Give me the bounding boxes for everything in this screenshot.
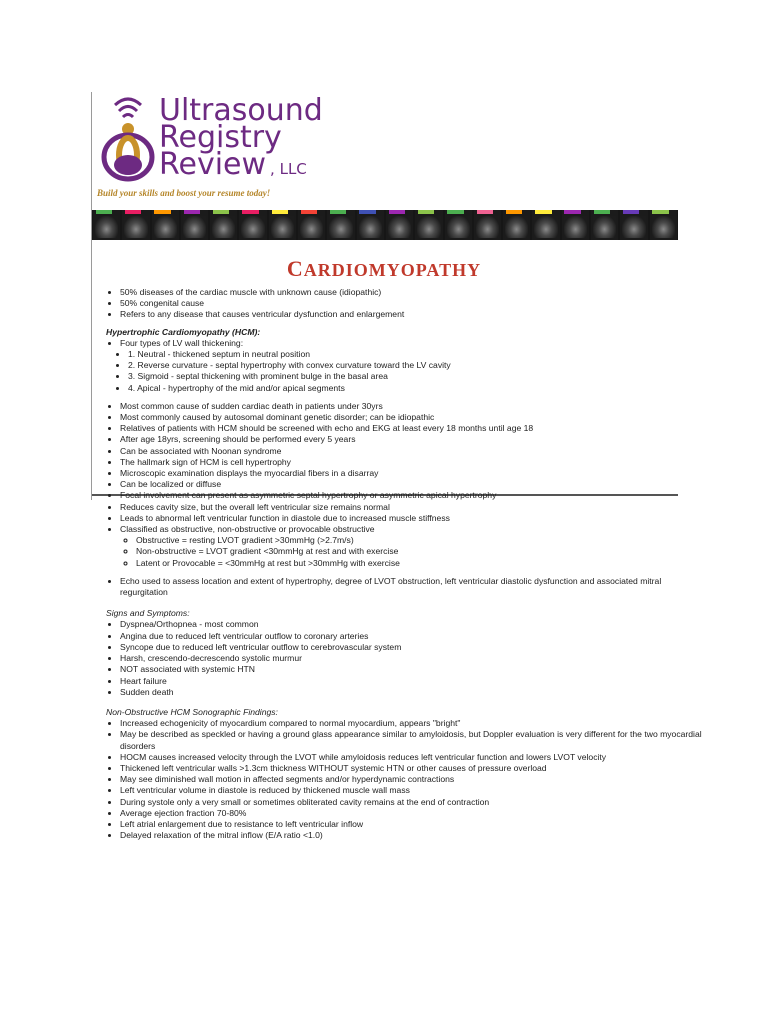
list-item [120, 338, 706, 394]
list-item: • Dyspnea/Orthopnea - most common [120, 619, 706, 630]
ultrasound-thumbnail [181, 210, 208, 240]
list-item: • Reduces cavity size, but the overall left ventricular size remains normal [120, 502, 706, 513]
ultrasound-thumbnail [650, 210, 677, 240]
ultrasound-thumbnail [445, 210, 472, 240]
title-initial: C [286, 256, 304, 281]
list-item: ◦ Non-obstructive = LVOT gradient <30mmHg at rest and with exercise [136, 546, 706, 557]
hcm-types-list [106, 338, 706, 394]
list-item: • Most common cause of sudden cardiac death in patients under 30yrs [120, 401, 706, 412]
list-item: • Delayed relaxation of the mitral inflow (E/A ratio <1.0) [120, 830, 706, 841]
classification-sublist [120, 535, 706, 569]
types-label: Four types of LV wall thickening: [120, 337, 244, 348]
section-heading-findings: Non-Obstructive HCM Sonographic Findings: [106, 706, 278, 717]
brand-header [95, 93, 680, 198]
ultrasound-image-strip [92, 210, 678, 240]
types-sublist [120, 349, 706, 394]
list-item: • Microscopic examination displays the myocardial fibers in a disarray [120, 468, 706, 479]
ultrasound-thumbnail [386, 210, 413, 240]
ultrasound-thumbnail [532, 210, 559, 240]
list-item: • 50% congenital cause [120, 298, 706, 309]
list-item: • HOCM causes increased velocity through the LVOT while amyloidosis reduces left ventricular function and lowers LVOT velocity [120, 752, 706, 763]
list-item: • 2. Reverse curvature - septal hypertrophy with convex curvature toward the LV cavity [128, 360, 706, 371]
ultrasound-thumbnail [327, 210, 354, 240]
list-item: • Focal involvement can present as asymmetric septal hypertrophy or asymmetric apical hypertrophy [120, 490, 706, 501]
list-item: • 3. Sigmoid - septal thickening with prominent bulge in the basal area [128, 371, 706, 382]
hcm-facts-list [106, 401, 706, 569]
ultrasound-thumbnail [357, 210, 384, 240]
ultrasound-thumbnail [122, 210, 149, 240]
logo-line-1: Ultrasound [159, 93, 323, 128]
ultrasound-thumbnail [620, 210, 647, 240]
list-item: • Can be associated with Noonan syndrome [120, 446, 706, 457]
list-item: • May see diminished wall motion in affected segments and/or hyperdynamic contractions [120, 774, 706, 785]
list-item: • After age 18yrs, screening should be performed every 5 years [120, 434, 706, 445]
list-item: • Angina due to reduced left ventricular outflow to coronary arteries [120, 631, 706, 642]
findings-list [106, 718, 706, 841]
list-item: • Echo used to assess location and extent of hypertrophy, degree of LVOT obstruction, left ventricular diastolic dysfunction and associated mitral regurgitation [120, 576, 706, 598]
intro-list [106, 287, 706, 321]
list-item: • Relatives of patients with HCM should be screened with echo and EKG at least every 18 months until age 18 [120, 423, 706, 434]
list-item: ◦ Latent or Provocable = <30mmHg at rest but >30mmHg with exercise [136, 558, 706, 569]
section-heading-signs: Signs and Symptoms: [106, 608, 190, 619]
ultrasound-thumbnail [415, 210, 442, 240]
ultrasound-thumbnail [474, 210, 501, 240]
echo-list [106, 576, 706, 598]
list-item: • Average ejection fraction 70-80% [120, 808, 706, 819]
ultrasound-thumbnail [562, 210, 589, 240]
ultrasound-thumbnail [239, 210, 266, 240]
logo [95, 93, 680, 198]
list-item: • Sudden death [120, 687, 706, 698]
list-item: • May be described as speckled or having a ground glass appearance similar to amyloidosis, but Doppler evaluation is very different for the two myocardial disorders [120, 729, 706, 751]
list-item: • Can be localized or diffuse [120, 479, 706, 490]
ultrasound-thumbnail [93, 210, 120, 240]
list-item: • Left atrial enlargement due to resistance to left ventricular inflow [120, 819, 706, 830]
ultrasound-thumbnail [269, 210, 296, 240]
list-item: • Thickened left ventricular walls >1.3cm thickness WITHOUT systemic HTN or other causes of pressure overload [120, 763, 706, 774]
list-item: • Heart failure [120, 676, 706, 687]
document-body [106, 287, 706, 841]
list-item: • Harsh, crescendo-decrescendo systolic murmur [120, 653, 706, 664]
page-title [0, 256, 768, 282]
logo-line-2: Registry [159, 120, 282, 155]
list-item [120, 524, 706, 569]
list-item: • 1. Neutral - thickened septum in neutral position [128, 349, 706, 360]
list-item: • During systole only a very small or sometimes obliterated cavity remains at the end of contraction [120, 797, 706, 808]
list-item: • Left ventricular volume in diastole is reduced by thickened muscle wall mass [120, 785, 706, 796]
list-item: • Most commonly caused by autosomal dominant genetic disorder; can be idiopathic [120, 412, 706, 423]
scan-edge-line [91, 92, 92, 500]
classification-label: Classified as obstructive, non-obstructive or provocable obstructive [120, 524, 375, 535]
list-item: • 50% diseases of the cardiac muscle with unknown cause (idiopathic) [120, 287, 706, 298]
ultrasound-thumbnail [210, 210, 237, 240]
ultrasound-thumbnail [591, 210, 618, 240]
tagline: Build your skills and boost your resume today! [97, 188, 271, 198]
list-item: • Syncope due to reduced left ventricular outflow to cerebrovascular system [120, 642, 706, 653]
ultrasound-logo-icon [99, 95, 157, 183]
list-item: • 4. Apical - hypertrophy of the mid and/or apical segments [128, 383, 706, 394]
title-rest: ARDIOMYOPATHY [303, 260, 482, 280]
list-item: • Refers to any disease that causes ventricular dysfunction and enlargement [120, 309, 706, 320]
list-item: ◦ Obstructive = resting LVOT gradient >30mmHg (>2.7m/s) [136, 535, 706, 546]
signs-list [106, 619, 706, 697]
logo-line-3: Review [159, 147, 267, 182]
logo-wordmark [159, 93, 323, 183]
section-heading-hcm: Hypertrophic Cardiomyopathy (HCM): [106, 326, 261, 337]
list-item: • Leads to abnormal left ventricular function in diastole due to increased muscle stiffness [120, 513, 706, 524]
list-item: • The hallmark sign of HCM is cell hypertrophy [120, 457, 706, 468]
list-item: • NOT associated with systemic HTN [120, 664, 706, 675]
ultrasound-thumbnail [503, 210, 530, 240]
list-item: • Increased echogenicity of myocardium compared to normal myocardium, appears "bright" [120, 718, 706, 729]
logo-suffix: , LLC [270, 160, 307, 178]
ultrasound-thumbnail [298, 210, 325, 240]
ultrasound-thumbnail [152, 210, 179, 240]
